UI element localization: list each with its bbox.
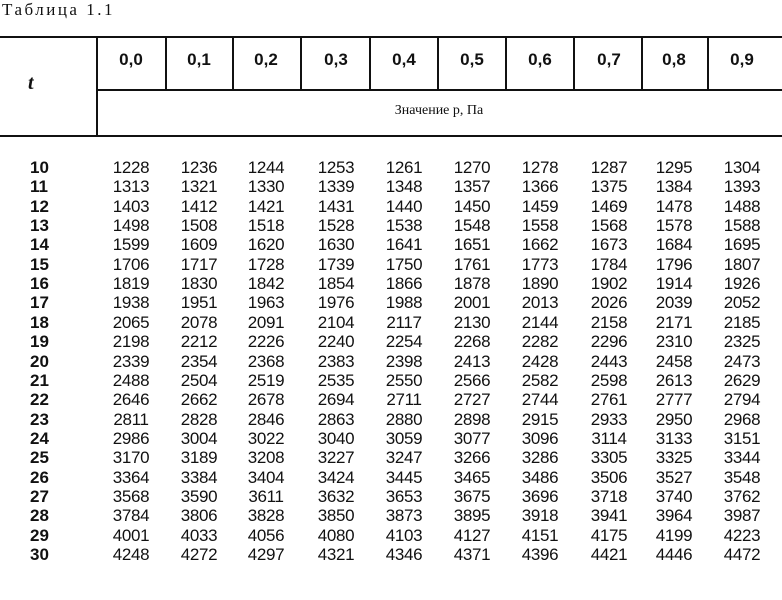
- pressure-cell: 2950: [655, 410, 693, 429]
- pressure-cell: 1558: [521, 216, 559, 235]
- pressure-cell: 2566: [453, 371, 491, 390]
- pressure-cell: 2678: [247, 390, 285, 409]
- pressure-cell: 2117: [386, 313, 422, 332]
- pressure-cell: 1348: [385, 177, 423, 196]
- pressure-cell: 1478: [655, 197, 693, 216]
- table-row: [0, 468, 782, 487]
- pressure-cell: 2598: [590, 371, 628, 390]
- pressure-cell: 1988: [385, 293, 423, 312]
- pressure-cell: 1366: [521, 177, 559, 196]
- pressure-cell: 4103: [385, 526, 423, 545]
- row-temperature: 26: [30, 468, 49, 487]
- pressure-cell: 4272: [180, 545, 218, 564]
- row-temperature: 21: [30, 371, 49, 390]
- table-row: [0, 352, 782, 371]
- pressure-cell: 1854: [317, 274, 355, 293]
- pressure-cell: 3424: [317, 468, 355, 487]
- pressure-cell: 1261: [385, 158, 423, 177]
- row-temperature: 27: [30, 487, 49, 506]
- pressure-cell: 4396: [521, 545, 559, 564]
- pressure-cell: 3286: [521, 448, 559, 467]
- pressure-cell: 3227: [317, 448, 355, 467]
- table-row: [0, 293, 782, 312]
- column-header: 0,3: [324, 50, 348, 69]
- table-caption: Таблица 1.1: [2, 0, 115, 19]
- pressure-cell: 2013: [521, 293, 559, 312]
- pressure-cell: 1976: [317, 293, 355, 312]
- pressure-cell: 1609: [180, 235, 218, 254]
- pressure-cell: 1313: [112, 177, 150, 196]
- pressure-cell: 1830: [180, 274, 218, 293]
- row-temperature: 12: [30, 197, 49, 216]
- pressure-cell: 1641: [385, 235, 423, 254]
- pressure-cell: 2026: [590, 293, 628, 312]
- row-temperature: 17: [30, 293, 49, 312]
- pressure-cell: 1878: [453, 274, 491, 293]
- pressure-cell: 3895: [453, 506, 491, 525]
- pressure-cell: 1488: [723, 197, 761, 216]
- header-mid-rule: [96, 89, 782, 91]
- pressure-cell: 3384: [180, 468, 218, 487]
- column-header: 0,6: [528, 50, 552, 69]
- pressure-cell: 2065: [112, 313, 150, 332]
- pressure-cell: 1375: [590, 177, 628, 196]
- pressure-cell: 3445: [385, 468, 423, 487]
- pressure-cell: 3266: [453, 448, 491, 467]
- pressure-cell: 1706: [112, 255, 150, 274]
- pressure-cell: 2488: [112, 371, 150, 390]
- pressure-cell: 2613: [655, 371, 693, 390]
- pressure-cell: 3465: [453, 468, 491, 487]
- table-row: [0, 390, 782, 409]
- table-row: [0, 255, 782, 274]
- column-header: 0,7: [597, 50, 621, 69]
- pressure-cell: 1784: [590, 255, 628, 274]
- pressure-cell: 1951: [180, 293, 218, 312]
- table-row: [0, 448, 782, 467]
- pressure-cell: 3548: [723, 468, 761, 487]
- pressure-cell: 1440: [385, 197, 423, 216]
- pressure-cell: 2310: [655, 332, 693, 351]
- table-row: [0, 158, 782, 177]
- table-row: [0, 197, 782, 216]
- header-bottom-rule: [0, 135, 782, 137]
- pressure-cell: 3964: [655, 506, 693, 525]
- pressure-cell: 3096: [521, 429, 559, 448]
- pressure-cell: 3170: [112, 448, 150, 467]
- pressure-cell: 3784: [112, 506, 150, 525]
- pressure-cell: 1568: [590, 216, 628, 235]
- table-row: [0, 506, 782, 525]
- pressure-cell: 1578: [655, 216, 693, 235]
- pressure-cell: 2240: [317, 332, 355, 351]
- pressure-cell: 1278: [521, 158, 559, 177]
- pressure-cell: 3059: [385, 429, 423, 448]
- column-header: 0,1: [187, 50, 211, 69]
- pressure-cell: 2104: [317, 313, 355, 332]
- table-top-rule: [0, 36, 782, 38]
- row-temperature: 15: [30, 255, 49, 274]
- table-row: [0, 526, 782, 545]
- pressure-cell: 2828: [180, 410, 218, 429]
- pressure-cell: 2761: [590, 390, 628, 409]
- pressure-cell: 4346: [385, 545, 423, 564]
- pressure-cell: 3151: [723, 429, 761, 448]
- pressure-cell: 1538: [385, 216, 423, 235]
- pressure-cell: 1295: [655, 158, 693, 177]
- pressure-cell: 4297: [247, 545, 285, 564]
- row-temperature: 14: [30, 235, 49, 254]
- pressure-cell: 1902: [590, 274, 628, 293]
- pressure-cell: 4472: [723, 545, 761, 564]
- pressure-cell: 2744: [521, 390, 559, 409]
- row-temperature: 28: [30, 506, 49, 525]
- pressure-cell: 4127: [453, 526, 491, 545]
- table-row: [0, 545, 782, 564]
- pressure-cell: 2268: [453, 332, 491, 351]
- table-row: [0, 235, 782, 254]
- pressure-cell: 1599: [112, 235, 150, 254]
- table-row: [0, 429, 782, 448]
- pressure-cell: 2846: [247, 410, 285, 429]
- pressure-cell: 3611: [248, 487, 284, 506]
- pressure-cell: 1548: [453, 216, 491, 235]
- pressure-cell: 1761: [453, 255, 491, 274]
- pressure-cell: 1796: [655, 255, 693, 274]
- row-temperature: 19: [30, 332, 49, 351]
- pressure-cell: 3022: [247, 429, 285, 448]
- pressure-cell: 2254: [385, 332, 423, 351]
- pressure-cell: 1228: [112, 158, 150, 177]
- pressure-cell: 2091: [247, 313, 285, 332]
- pressure-cell: 1684: [655, 235, 693, 254]
- pressure-cell: 2078: [180, 313, 218, 332]
- pressure-cell: 1384: [655, 177, 693, 196]
- pressure-cell: 4223: [723, 526, 761, 545]
- pressure-cell: 3305: [590, 448, 628, 467]
- pressure-cell: 1926: [723, 274, 761, 293]
- pressure-cell: 2325: [723, 332, 761, 351]
- pressure-cell: 3987: [723, 506, 761, 525]
- pressure-cell: 1339: [317, 177, 355, 196]
- pressure-cell: 1739: [317, 255, 355, 274]
- pressure-cell: 3133: [655, 429, 693, 448]
- pressure-cell: 1588: [723, 216, 761, 235]
- pressure-cell: 1963: [247, 293, 285, 312]
- pressure-cell: 2968: [723, 410, 761, 429]
- pressure-cell: 1357: [453, 177, 491, 196]
- pressure-cell: 1393: [723, 177, 761, 196]
- pressure-cell: 2694: [317, 390, 355, 409]
- pressure-cell: 3696: [521, 487, 559, 506]
- column-header: 0,4: [392, 50, 416, 69]
- pressure-cell: 2711: [386, 390, 422, 409]
- column-header: 0,8: [662, 50, 686, 69]
- table-row: [0, 313, 782, 332]
- table-row: [0, 216, 782, 235]
- row-temperature: 30: [30, 545, 49, 564]
- header-row-label: t: [28, 72, 34, 94]
- pressure-cell: 2986: [112, 429, 150, 448]
- table-row: [0, 487, 782, 506]
- pressure-cell: 1651: [453, 235, 491, 254]
- row-temperature: 18: [30, 313, 49, 332]
- header-unit-label: Значение p, Па: [394, 103, 484, 118]
- pressure-cell: 2504: [180, 371, 218, 390]
- pressure-cell: 1819: [112, 274, 150, 293]
- pressure-cell: 1304: [723, 158, 761, 177]
- pressure-cell: 2473: [723, 352, 761, 371]
- pressure-cell: 3653: [385, 487, 423, 506]
- table-row: [0, 274, 782, 293]
- pressure-cell: 4421: [590, 545, 628, 564]
- pressure-cell: 1842: [247, 274, 285, 293]
- pressure-cell: 2582: [521, 371, 559, 390]
- pressure-cell: 3828: [247, 506, 285, 525]
- pressure-cell: 1236: [180, 158, 218, 177]
- pressure-cell: 4321: [317, 545, 355, 564]
- pressure-cell: 1866: [385, 274, 423, 293]
- pressure-cell: 4199: [655, 526, 693, 545]
- pressure-cell: 2443: [590, 352, 628, 371]
- pressure-cell: 3506: [590, 468, 628, 487]
- pressure-cell: 1270: [453, 158, 491, 177]
- pressure-cell: 2052: [723, 293, 761, 312]
- pressure-cell: 3208: [247, 448, 285, 467]
- row-temperature: 16: [30, 274, 49, 293]
- pressure-cell: 3850: [317, 506, 355, 525]
- pressure-cell: 1321: [180, 177, 218, 196]
- pressure-cell: 2282: [521, 332, 559, 351]
- pressure-cell: 3873: [385, 506, 423, 525]
- pressure-cell: 2158: [590, 313, 628, 332]
- row-temperature: 24: [30, 429, 49, 448]
- pressure-cell: 3527: [655, 468, 693, 487]
- pressure-cell: 1695: [723, 235, 761, 254]
- table-row: [0, 410, 782, 429]
- pressure-cell: 4151: [521, 526, 559, 545]
- pressure-cell: 2130: [453, 313, 491, 332]
- pressure-cell: 3004: [180, 429, 218, 448]
- pressure-cell: 3364: [112, 468, 150, 487]
- pressure-cell: 1330: [247, 177, 285, 196]
- pressure-cell: 2354: [180, 352, 218, 371]
- pressure-cell: 4446: [655, 545, 693, 564]
- pressure-cell: 2428: [521, 352, 559, 371]
- pressure-cell: 1750: [385, 255, 423, 274]
- pressure-cell: 1450: [453, 197, 491, 216]
- pressure-cell: 2550: [385, 371, 423, 390]
- pressure-cell: 4056: [247, 526, 285, 545]
- pressure-cell: 3040: [317, 429, 355, 448]
- pressure-cell: 3247: [385, 448, 423, 467]
- table-row: [0, 332, 782, 351]
- pressure-cell: 1938: [112, 293, 150, 312]
- pressure-cell: 4371: [453, 545, 491, 564]
- pressure-cell: 3114: [591, 429, 627, 448]
- pressure-cell: 2727: [453, 390, 491, 409]
- pressure-cell: 4001: [112, 526, 150, 545]
- row-temperature: 25: [30, 448, 49, 467]
- pressure-cell: 2794: [723, 390, 761, 409]
- pressure-cell: 2413: [453, 352, 491, 371]
- pressure-cell: 2296: [590, 332, 628, 351]
- pressure-cell: 2519: [247, 371, 285, 390]
- pressure-cell: 1412: [180, 197, 218, 216]
- row-temperature: 11: [30, 177, 48, 196]
- pressure-cell: 3806: [180, 506, 218, 525]
- pressure-cell: 1253: [317, 158, 355, 177]
- pressure-cell: 2458: [655, 352, 693, 371]
- column-header: 0,2: [254, 50, 278, 69]
- pressure-cell: 1728: [247, 255, 285, 274]
- pressure-cell: 1620: [247, 235, 285, 254]
- pressure-cell: 1287: [590, 158, 628, 177]
- pressure-cell: 2629: [723, 371, 761, 390]
- pressure-cell: 2933: [590, 410, 628, 429]
- column-header: 0,9: [730, 50, 754, 69]
- pressure-cell: 3189: [180, 448, 218, 467]
- pressure-cell: 4248: [112, 545, 150, 564]
- pressure-cell: 1662: [521, 235, 559, 254]
- row-temperature: 10: [30, 158, 49, 177]
- table-row: [0, 371, 782, 390]
- pressure-cell: 3718: [590, 487, 628, 506]
- pressure-cell: 3941: [590, 506, 628, 525]
- pressure-cell: 2039: [655, 293, 693, 312]
- pressure-cell: 1518: [247, 216, 285, 235]
- pressure-cell: 1890: [521, 274, 559, 293]
- pressure-cell: 2226: [247, 332, 285, 351]
- pressure-cell: 3675: [453, 487, 491, 506]
- row-temperature: 13: [30, 216, 49, 235]
- pressure-cell: 2535: [317, 371, 355, 390]
- pressure-cell: 2662: [180, 390, 218, 409]
- pressure-cell: 3568: [112, 487, 150, 506]
- pressure-cell: 1459: [521, 197, 559, 216]
- pressure-cell: 1421: [247, 197, 285, 216]
- pressure-cell: 2777: [655, 390, 693, 409]
- pressure-cell: 1807: [723, 255, 761, 274]
- pressure-cell: 3590: [180, 487, 218, 506]
- row-temperature: 29: [30, 526, 49, 545]
- pressure-cell: 3762: [723, 487, 761, 506]
- pressure-cell: 2398: [385, 352, 423, 371]
- pressure-cell: 3486: [521, 468, 559, 487]
- pressure-cell: 1431: [317, 197, 355, 216]
- pressure-cell: 1528: [317, 216, 355, 235]
- pressure-cell: 2898: [453, 410, 491, 429]
- pressure-cell: 2915: [521, 410, 559, 429]
- pressure-cell: 4033: [180, 526, 218, 545]
- pressure-cell: 2144: [521, 313, 559, 332]
- pressure-cell: 2001: [453, 293, 491, 312]
- pressure-cell: 2368: [247, 352, 285, 371]
- pressure-cell: 3740: [655, 487, 693, 506]
- pressure-cell: 2198: [112, 332, 150, 351]
- pressure-cell: 2811: [113, 410, 149, 429]
- pressure-cell: 2171: [655, 313, 693, 332]
- pressure-cell: 4080: [317, 526, 355, 545]
- pressure-cell: 3632: [317, 487, 355, 506]
- pressure-cell: 2880: [385, 410, 423, 429]
- pressure-cell: 2383: [317, 352, 355, 371]
- pressure-cell: 2339: [112, 352, 150, 371]
- pressure-cell: 2185: [723, 313, 761, 332]
- table-row: [0, 177, 782, 196]
- pressure-cell: 1914: [655, 274, 693, 293]
- pressure-cell: 1403: [112, 197, 150, 216]
- pressure-cell: 3404: [247, 468, 285, 487]
- pressure-cell: 1630: [317, 235, 355, 254]
- pressure-cell: 1673: [590, 235, 628, 254]
- pressure-cell: 1498: [112, 216, 150, 235]
- pressure-cell: 4175: [590, 526, 628, 545]
- pressure-cell: 1469: [590, 197, 628, 216]
- column-header: 0,5: [460, 50, 484, 69]
- pressure-cell: 1244: [247, 158, 285, 177]
- pressure-cell: 2646: [112, 390, 150, 409]
- pressure-cell: 3077: [453, 429, 491, 448]
- column-header: 0,0: [119, 50, 143, 69]
- pressure-cell: 1717: [180, 255, 218, 274]
- row-temperature: 22: [30, 390, 49, 409]
- pressure-cell: 1773: [521, 255, 559, 274]
- row-temperature: 23: [30, 410, 49, 429]
- pressure-cell: 1508: [180, 216, 218, 235]
- pressure-cell: 2863: [317, 410, 355, 429]
- pressure-cell: 3325: [655, 448, 693, 467]
- pressure-cell: 3918: [521, 506, 559, 525]
- row-temperature: 20: [30, 352, 49, 371]
- pressure-cell: 3344: [723, 448, 761, 467]
- pressure-cell: 2212: [180, 332, 218, 351]
